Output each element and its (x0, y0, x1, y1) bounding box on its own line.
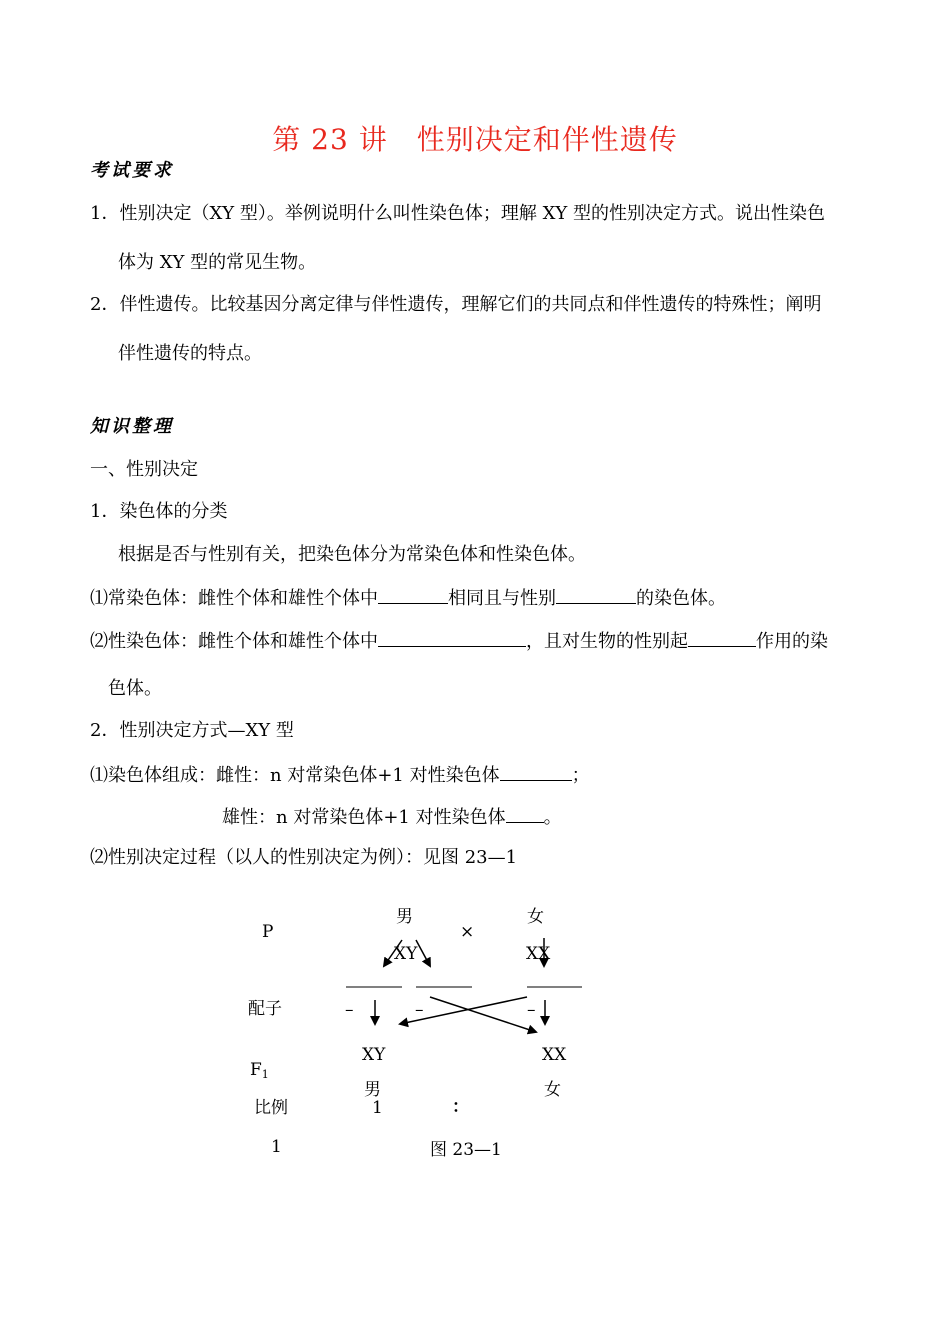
diagram-f1-female: 女 (544, 1080, 561, 1100)
diagram-gamete-dash-1: – (345, 1000, 354, 1020)
req-item1-line2: 体为 XY 型的常见生物。 (118, 252, 317, 273)
comp-text-a: ⑴染色体组成：雌性：n 对常染色体+1 对性染色体 (90, 765, 500, 786)
diagram-cross-symbol: × (460, 922, 475, 942)
sexchrom-text-a: ⑵性染色体：雌性个体和雄性个体中 (90, 631, 378, 652)
sexchrom-text-d: 色体。 (108, 678, 162, 699)
subsection-chromosome-classification: 1．染色体的分类 (90, 501, 228, 522)
f1-letter: F (250, 1060, 262, 1080)
figure-caption: 图 23—1 (430, 1140, 502, 1160)
diagram-male: 男 (396, 907, 413, 927)
classification-basis: 根据是否与性别有关，把染色体分为常染色体和性染色体。 (118, 544, 586, 565)
sexchrom-text-c: 作用的染 (756, 631, 828, 652)
f1-subscript: 1 (261, 1068, 269, 1081)
diagram-f1-male: 男 (364, 1080, 381, 1100)
req-item1-line1: 1．性别决定（XY 型）。举例说明什么叫性染色体；理解 XY 型的性别决定方式。说出性染色 (90, 203, 826, 224)
diagram-f1-label (250, 1060, 269, 1085)
section-sex-determination: 一、性别决定 (90, 459, 198, 480)
diagram-gamete-dash-3: – (527, 1000, 536, 1020)
knowledge-heading: 知识整理 (90, 416, 174, 437)
diagram-male-genotype: XY (394, 944, 418, 964)
page-title: 第 23 讲 性别决定和伴性遗传 (272, 123, 678, 156)
diagram-p-label: P (262, 922, 274, 942)
exam-requirements-heading: 考试要求 (90, 160, 174, 181)
diagram-ratio-label: 比例 (254, 1098, 288, 1118)
male-text-b: 。 (543, 807, 562, 828)
autosome-text-b: 相同且与性别 (448, 588, 556, 609)
autosome-text-a: ⑴常染色体：雌性个体和雄性个体中 (90, 588, 378, 609)
req-item2-line2: 伴性遗传的特点。 (118, 343, 262, 364)
sexchrom-text-b: ，且对生物的性别起 (526, 631, 688, 652)
diagram-f1-male-genotype: XY (362, 1045, 386, 1065)
diagram-f1-female-genotype: XX (542, 1045, 567, 1065)
autosome-text-c: 的染色体。 (636, 588, 726, 609)
male-text-a: 雄性：n 对常染色体+1 对性染色体 (222, 807, 506, 828)
determination-process: ⑵性别决定过程（以人的性别决定为例）：见图 23—1 (90, 847, 518, 868)
req-item2-line1: 2．伴性遗传。比较基因分离定律与伴性遗传，理解它们的共同点和伴性遗传的特殊性；阐明 (90, 294, 822, 315)
diagram-female: 女 (527, 907, 544, 927)
male-gamete-arrow-right (416, 940, 430, 966)
diagram-gamete-label: 配子 (248, 999, 282, 1019)
subsection-xy-type: 2．性别决定方式—XY 型 (90, 720, 294, 741)
diagram-ratio-colon: ： (452, 1097, 469, 1117)
diagram-gamete-dash-2: – (415, 1000, 424, 1020)
comp-text-b: ； (571, 765, 590, 786)
diagram-ratio-right: 1 (271, 1137, 282, 1157)
diagram-female-genotype: XX (526, 944, 551, 964)
diagram-ratio-left: 1 (372, 1098, 383, 1118)
